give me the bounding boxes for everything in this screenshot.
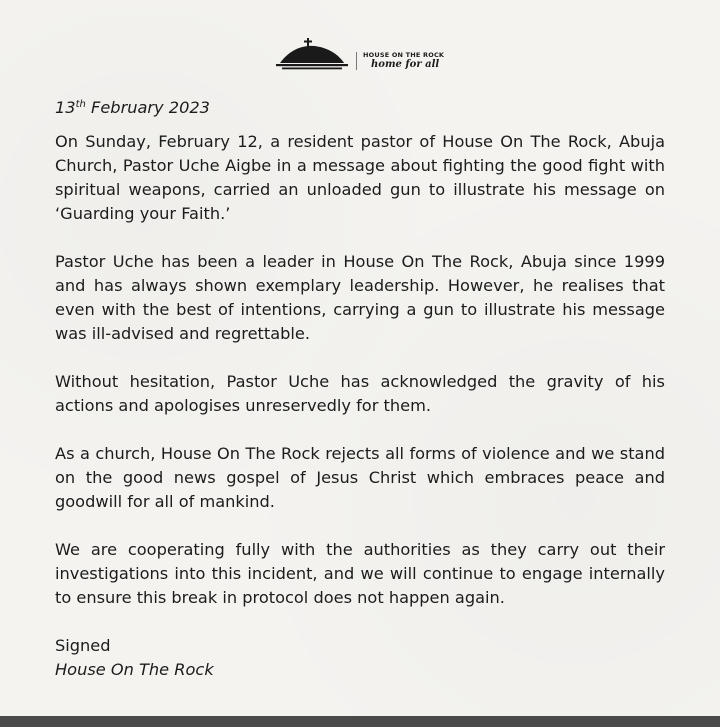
logo-tagline: home for all xyxy=(371,59,440,70)
logo-divider xyxy=(356,52,357,70)
paragraph-cooperation: We are cooperating fully with the authorities as they carry out their investigations into this incident, and we will continue to engage internally to ensure this break in protocol does not happen again. xyxy=(55,540,665,607)
date-month-year: February 2023 xyxy=(85,98,210,117)
paragraph-incident: On Sunday, February 12, a resident pastor of House On The Rock, Abuja Church, Pastor Uche Aigbe in a message about fighting the good fight with spiritual weapons, carried an unloaded gun to illustrate his message on ‘Guarding your Faith.’ xyxy=(55,132,665,223)
paragraph-church-stance: As a church, House On The Rock rejects all forms of violence and we stand on the good news gospel of Jesus Christ which embraces peace and goodwill for all of mankind. xyxy=(55,444,665,511)
signer-name: House On The Rock xyxy=(55,660,214,679)
signed-label: Signed xyxy=(55,636,111,655)
date-day: 13 xyxy=(55,98,76,117)
letter-body xyxy=(55,96,665,682)
letter-date xyxy=(55,96,665,120)
paragraph-apology: Without hesitation, Pastor Uche has acknowledged the gravity of his actions and apologises unreservedly for them. xyxy=(55,372,665,415)
bottom-bar xyxy=(0,716,720,727)
rock-cross-icon xyxy=(274,36,350,72)
date-suffix: th xyxy=(75,99,86,110)
paragraph-background: Pastor Uche has been a leader in House On The Rock, Abuja since 1999 and has always shown exemplary leadership. However, he realises that even with the best of intentions, carrying a gun to illustrate his message was ill-advised and regrettable. xyxy=(55,252,665,343)
logo-title: HOUSE ON THE ROCK xyxy=(363,51,445,59)
church-logo xyxy=(274,36,454,76)
